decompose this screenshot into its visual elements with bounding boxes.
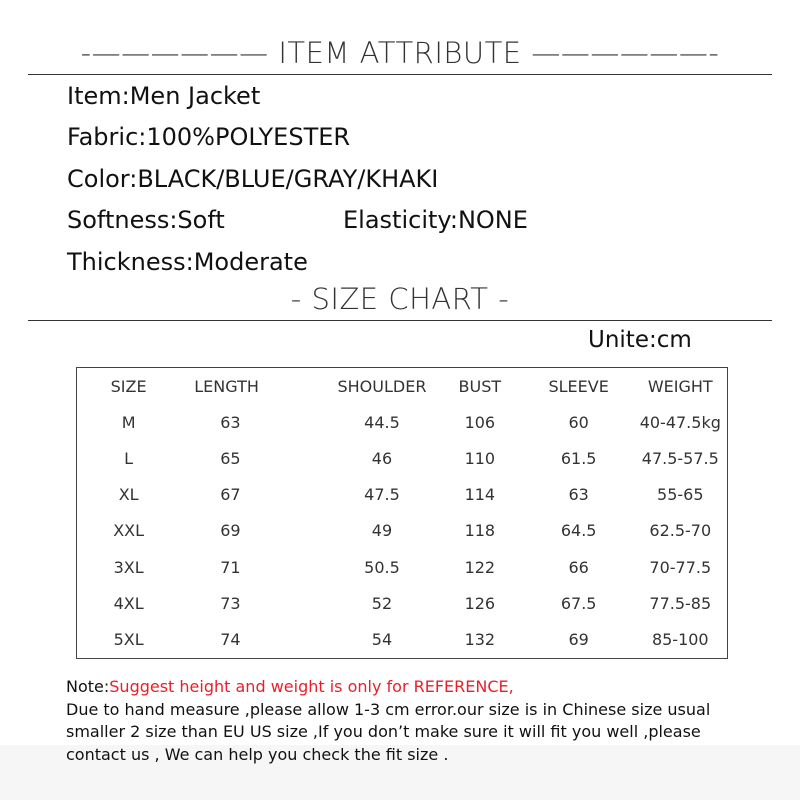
- attr-color: Color:BLACK/BLUE/GRAY/KHAKI: [67, 165, 439, 193]
- table-cell: 4XL: [113, 594, 144, 614]
- size-chart-title: SIZE CHART: [311, 282, 489, 316]
- unit-label: Unite:cm: [588, 327, 692, 353]
- item-attribute-title: ITEM ATTRIBUTE: [278, 36, 522, 70]
- size-chart-header: [0, 282, 800, 316]
- column-header: SLEEVE: [548, 376, 609, 396]
- header-dash-left: -: [290, 282, 312, 316]
- table-cell: 3XL: [113, 557, 144, 577]
- table-cell: 122: [464, 557, 496, 577]
- note-line: [66, 676, 766, 699]
- table-cell: XL: [118, 485, 139, 505]
- column-header: BUST: [458, 376, 502, 396]
- table-cell: 65: [220, 448, 241, 468]
- table-cell: 67.5: [560, 594, 597, 614]
- table-cell: 46: [371, 448, 393, 468]
- table-cell: 74: [220, 630, 241, 650]
- table-cell: 52: [371, 594, 393, 614]
- table-cell: 60: [568, 412, 589, 432]
- table-cell: 132: [464, 630, 496, 650]
- table-cell: 63: [220, 412, 241, 432]
- table-cell: 49: [371, 521, 393, 541]
- table-row: [77, 440, 728, 476]
- table-cell: 47.5: [364, 485, 400, 505]
- column-header: SIZE: [110, 376, 147, 396]
- attr-softness: Softness:Soft: [67, 206, 225, 234]
- table-row: [77, 622, 728, 659]
- item-attribute-header: [0, 36, 800, 70]
- table-cell: 44.5: [364, 412, 400, 432]
- table-cell: 71: [220, 557, 241, 577]
- table-cell: 126: [464, 594, 496, 614]
- table-cell: 114: [464, 485, 496, 505]
- divider-line: [28, 74, 772, 75]
- table-cell: 110: [464, 448, 496, 468]
- note-line: contact us , We can help you check the fit size .: [66, 744, 449, 764]
- table-cell: 77.5-85: [649, 594, 712, 614]
- divider-line: [28, 320, 772, 321]
- table-cell: 67: [220, 485, 241, 505]
- table-cell: M: [121, 412, 136, 432]
- column-header: SHOULDER: [337, 376, 427, 396]
- table-cell: 63: [568, 485, 589, 505]
- table-cell: L: [124, 448, 134, 468]
- table-row: [77, 585, 728, 621]
- table-cell: 61.5: [560, 448, 597, 468]
- table-cell: 66: [568, 557, 589, 577]
- note-line: smaller 2 size than EU US size ,If you don’t make sure it will fit you well ,please: [66, 722, 701, 741]
- table-header-row: [77, 368, 728, 405]
- attr-thickness: Thickness:Moderate: [67, 248, 308, 276]
- table-cell: 70-77.5: [649, 557, 712, 577]
- table-cell: 54: [371, 630, 393, 650]
- attr-fabric: Fabric:100%POLYESTER: [67, 123, 351, 151]
- table-cell: 55-65: [657, 485, 704, 505]
- table-cell: 118: [464, 521, 496, 541]
- attr-elasticity: Elasticity:NONE: [343, 206, 528, 234]
- note-prefix: Note:: [66, 677, 110, 696]
- table-cell: 64.5: [560, 521, 597, 541]
- table-cell: 106: [464, 412, 496, 432]
- header-dash-right: ——————-: [531, 36, 720, 70]
- table-cell: 85-100: [651, 630, 709, 650]
- table-row: [77, 513, 728, 549]
- size-table: [76, 367, 728, 659]
- header-dash-right: -: [488, 282, 510, 316]
- table-cell: 69: [568, 630, 589, 650]
- table-cell: 73: [220, 594, 241, 614]
- table-cell: 5XL: [113, 630, 144, 650]
- header-dash-left: -——————: [80, 36, 269, 70]
- table-cell: 62.5-70: [649, 521, 712, 541]
- column-header: LENGTH: [194, 376, 259, 396]
- note-block: [66, 676, 766, 766]
- table-cell: 69: [220, 521, 241, 541]
- table-row: [77, 404, 728, 440]
- note-line: Due to hand measure ,please allow 1-3 cm error.our size is in Chinese size usual: [66, 699, 711, 719]
- note-highlight: Suggest height and weight is only for REFERENCE,: [109, 677, 514, 696]
- table-row: [77, 549, 728, 585]
- table-cell: XXL: [113, 521, 145, 541]
- column-header: WEIGHT: [647, 376, 713, 396]
- table-cell: 40-47.5kg: [639, 412, 721, 432]
- table-cell: 47.5-57.5: [641, 448, 719, 468]
- attr-item: Item:Men Jacket: [67, 82, 261, 110]
- table-cell: 50.5: [364, 557, 400, 577]
- table-row: [77, 477, 728, 513]
